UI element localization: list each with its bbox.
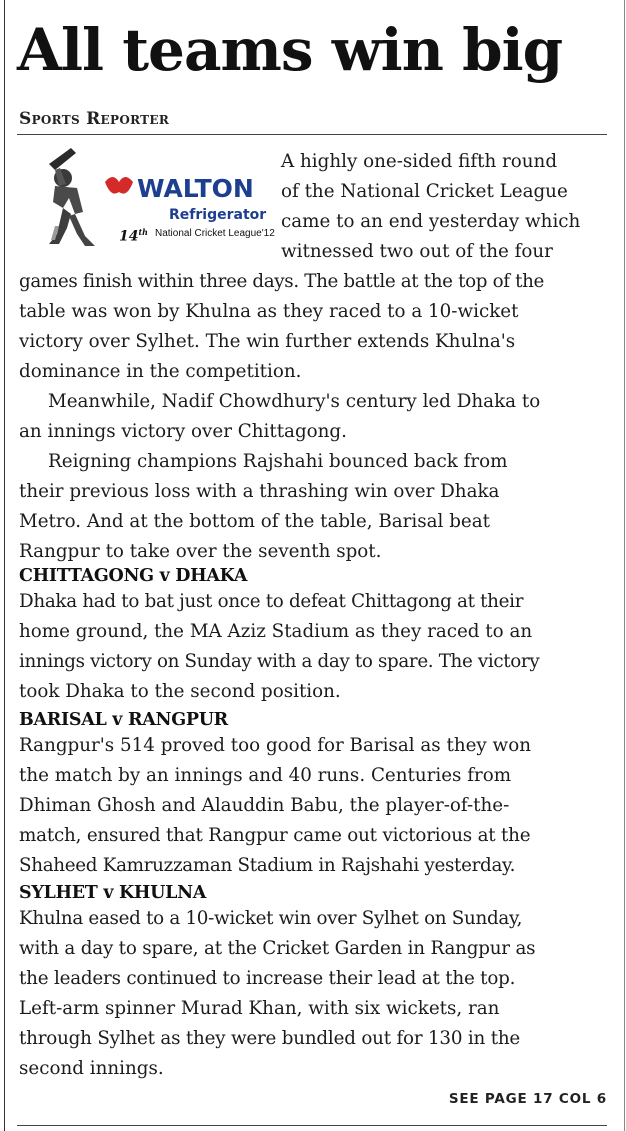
body-line: table was won by Khulna as they raced to a 10-wicket: [19, 301, 519, 322]
body-line: Left-arm spinner Murad Khan, with six wickets, ran: [19, 998, 500, 1019]
body-line: the match by an innings and 40 runs. Centuries from: [19, 765, 512, 786]
left-column-rule: [4, 0, 5, 1131]
body-line: Shaheed Kamruzzaman Stadium in Rajshahi yesterday.: [19, 855, 516, 876]
body-line: victory over Sylhet. The win further extends Khulna's: [19, 331, 516, 352]
body-line: Rangpur's 514 proved too good for Barisal as they won: [19, 735, 531, 756]
body-line: home ground, the MA Aziz Stadium as they raced to an: [19, 621, 533, 642]
headline: All teams win big: [17, 16, 563, 84]
bottom-divider: [17, 1125, 607, 1126]
body-line: an innings victory over Chittagong.: [19, 421, 347, 442]
body-line: Dhiman Ghosh and Alauddin Babu, the player-of-the-: [19, 795, 510, 816]
section-heading: SYLHET v KHULNA: [19, 883, 207, 903]
body-line: their previous loss with a thrashing win over Dhaka: [19, 481, 500, 502]
body-line: Rangpur to take over the seventh spot.: [19, 541, 382, 562]
body-line: of the National Cricket League: [281, 181, 568, 202]
body-line: through Sylhet as they were bundled out for 130 in the: [19, 1028, 521, 1049]
body-line: innings victory on Sunday with a day to spare. The victory: [19, 651, 540, 672]
body-line: Reigning champions Rajshahi bounced back from: [48, 451, 508, 472]
body-line: Khulna eased to a 10-wicket win over Sylhet on Sunday,: [19, 908, 523, 929]
body-line: the leaders continued to increase their lead at the top.: [19, 968, 516, 989]
right-column-rule: [624, 0, 625, 1131]
section-heading: BARISAL v RANGPUR: [19, 710, 228, 730]
body-line: dominance in the competition.: [19, 361, 302, 382]
body-line: second innings.: [19, 1058, 164, 1079]
body-line: Dhaka had to bat just once to defeat Chittagong at their: [19, 591, 524, 612]
logo-league: National Cricket League'12: [155, 228, 275, 239]
body-line: took Dhaka to the second position.: [19, 681, 341, 702]
body-line: match, ensured that Rangpur came out victorious at the: [19, 825, 531, 846]
body-line: A highly one-sided fifth round: [281, 151, 558, 172]
continuation-jump: SEE PAGE 17 COL 6: [448, 1091, 607, 1107]
logo-product: Refrigerator: [169, 207, 267, 223]
body-line: with a day to spare, at the Cricket Garden in Rangpur as: [19, 938, 536, 959]
body-line: Meanwhile, Nadif Chowdhury's century led Dhaka to: [48, 391, 541, 412]
byline: Sports Reporter: [19, 109, 170, 129]
body-line: Metro. And at the bottom of the table, Barisal beat: [19, 511, 490, 532]
body-line: games finish within three days. The battle at the top of the: [19, 271, 545, 292]
body-line: witnessed two out of the four: [281, 241, 553, 262]
byline-divider: [17, 134, 607, 135]
section-heading: CHITTAGONG v DHAKA: [19, 566, 248, 586]
logo-edition: 14th: [119, 227, 148, 245]
logo-brand: WALTON: [137, 174, 254, 203]
body-line: came to an end yesterday which: [281, 211, 581, 232]
sponsor-logo: [19, 142, 275, 252]
